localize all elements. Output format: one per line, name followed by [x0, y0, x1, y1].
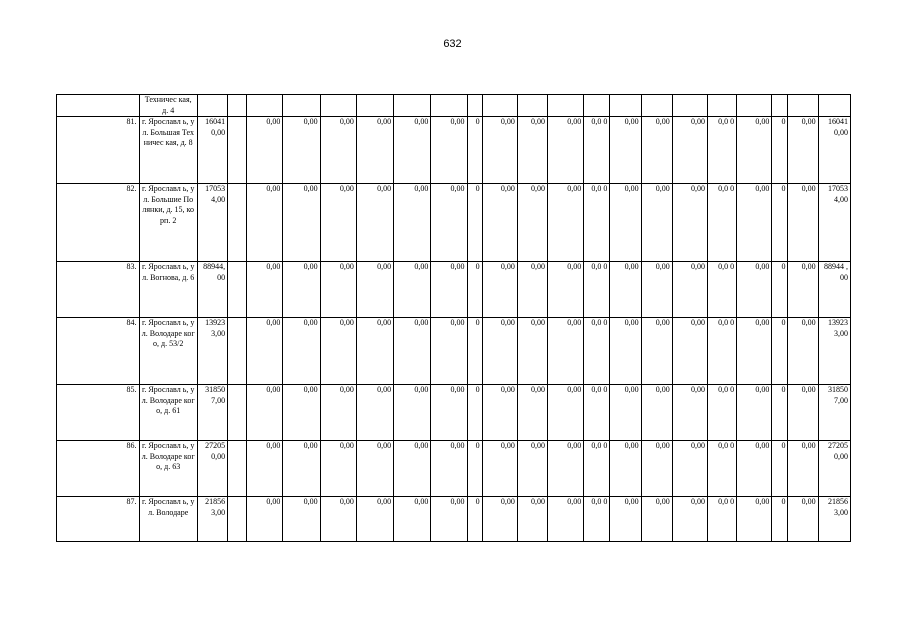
cell-value: 0,00: [431, 262, 467, 318]
cell-value: 0,00: [431, 184, 467, 262]
cell-value: 0,00: [548, 184, 584, 262]
cell-address: г. Ярославл ь, ул. Володаре кого, д. 53/2: [139, 318, 197, 385]
cell-value: 0,00: [548, 262, 584, 318]
cell-num: 85.: [57, 385, 140, 441]
cell-value: 0,00: [737, 441, 772, 497]
cell-value: 0,00: [394, 441, 431, 497]
cell-end-total: 31850 7,00: [818, 385, 850, 441]
cell-value: 0: [467, 318, 482, 385]
cell-num: 84.: [57, 318, 140, 385]
cell-value: 0,00: [517, 318, 547, 385]
cell-address: г. Ярославл ь, ул. Вогнова, д. 6: [139, 262, 197, 318]
cell-value: 0,00: [737, 385, 772, 441]
cell-value: 0,00: [548, 385, 584, 441]
cell-total: 31850 7,00: [197, 385, 227, 441]
cell-value: 0,00: [737, 117, 772, 184]
cell-value: 0,00: [320, 441, 356, 497]
cell-value: 0,0 0: [708, 441, 737, 497]
cell-value: 0: [467, 441, 482, 497]
cell-value: 0,00: [356, 385, 393, 441]
cell-value: 0,00: [247, 385, 283, 441]
table-row: [57, 497, 851, 542]
cell-end-total: 88944 ,00: [818, 262, 850, 318]
cell-value: 0,0 0: [584, 441, 610, 497]
cell-value: [228, 441, 247, 497]
table-row: [57, 441, 851, 497]
cell-value: 0,0 0: [584, 262, 610, 318]
cell-num: 81.: [57, 117, 140, 184]
cell-end-total: 27205 0,00: [818, 441, 850, 497]
cell-address: Техничес кая, д. 4: [139, 95, 197, 117]
cell-end-total: 17053 4,00: [818, 184, 850, 262]
cell-end-total: 21856 3,00: [818, 497, 850, 542]
cell-address: г. Ярославл ь, ул. Володаре: [139, 497, 197, 542]
cell-value: 0: [772, 262, 788, 318]
cell-value: 0,00: [320, 385, 356, 441]
cell-value: 0,00: [247, 318, 283, 385]
cell-num: 87.: [57, 497, 140, 542]
cell-value: 0,00: [517, 117, 547, 184]
cell-value: 0,00: [548, 318, 584, 385]
cell-value: 0,00: [482, 385, 517, 441]
cell-value: 0: [772, 441, 788, 497]
cell-value: 0,00: [356, 318, 393, 385]
cell-value: 0,00: [394, 117, 431, 184]
cell-value: 0,00: [788, 441, 818, 497]
cell-value: 0,00: [356, 117, 393, 184]
cell-value: 0,00: [672, 184, 707, 262]
cell-value: [228, 318, 247, 385]
cell-value: 0,00: [641, 262, 672, 318]
cell-value: 0,00: [247, 441, 283, 497]
cell-value: 0,00: [283, 184, 320, 262]
cell-value: 0,00: [247, 117, 283, 184]
cell-value: 0,0 0: [584, 318, 610, 385]
cell-value: 0,00: [672, 385, 707, 441]
cell-value: 0,00: [737, 497, 772, 542]
cell-value: [228, 497, 247, 542]
cell-value: 0,00: [672, 441, 707, 497]
cell-value: 0,00: [247, 184, 283, 262]
cell-address: г. Ярославл ь, ул. Володаре кого, д. 61: [139, 385, 197, 441]
cell-value: 0,00: [517, 441, 547, 497]
cell-total: 88944, 00: [197, 262, 227, 318]
cell-value: 0,00: [356, 441, 393, 497]
cell-num: 86.: [57, 441, 140, 497]
cell-value: 0,00: [482, 262, 517, 318]
cell-value: 0,00: [517, 262, 547, 318]
cell-value: 0,00: [320, 318, 356, 385]
cell-value: 0,00: [737, 262, 772, 318]
cell-value: 0,0 0: [584, 184, 610, 262]
cell-value: [228, 117, 247, 184]
cell-value: 0,00: [788, 184, 818, 262]
cell-value: 0,00: [737, 318, 772, 385]
cell-value: 0: [772, 318, 788, 385]
cell-value: [228, 184, 247, 262]
cell-value: 0,00: [247, 262, 283, 318]
table-row: [57, 184, 851, 262]
cell-value: 0,00: [431, 497, 467, 542]
cell-value: 0,00: [247, 497, 283, 542]
cell-value: 0: [467, 385, 482, 441]
cell-value: 0,00: [641, 441, 672, 497]
cell-value: 0,00: [482, 117, 517, 184]
cell-value: 0,00: [788, 262, 818, 318]
cell-value: 0,00: [320, 262, 356, 318]
cell-value: 0,00: [548, 117, 584, 184]
cell-value: 0,00: [431, 318, 467, 385]
cell-value: 0,00: [482, 184, 517, 262]
cell-num: 83.: [57, 262, 140, 318]
cell-value: 0,0 0: [584, 117, 610, 184]
cell-value: 0: [467, 184, 482, 262]
cell-value: 0,00: [283, 262, 320, 318]
cell-total: 21856 3,00: [197, 497, 227, 542]
cell-value: 0,00: [431, 385, 467, 441]
cell-value: 0,00: [641, 117, 672, 184]
cell-value: 0,00: [788, 318, 818, 385]
cell-value: 0,0 0: [708, 318, 737, 385]
cell-value: 0,00: [641, 497, 672, 542]
cell-value: 0,00: [356, 184, 393, 262]
cell-value: 0,00: [610, 441, 641, 497]
cell-value: 0,00: [641, 385, 672, 441]
cell-value: 0,00: [788, 497, 818, 542]
cell-value: 0,00: [394, 262, 431, 318]
cell-value: 0,00: [517, 497, 547, 542]
cell-value: 0,00: [610, 497, 641, 542]
cell-end-total: 13923 3,00: [818, 318, 850, 385]
cell-num: [57, 95, 140, 117]
cell-value: 0,00: [548, 497, 584, 542]
cell-value: 0,00: [283, 117, 320, 184]
cell-num: 82.: [57, 184, 140, 262]
register-table: [56, 94, 851, 542]
cell-value: 0: [467, 497, 482, 542]
cell-total: 27205 0,00: [197, 441, 227, 497]
cell-value: 0,00: [517, 184, 547, 262]
cell-value: 0,00: [431, 441, 467, 497]
cell-value: 0,00: [283, 441, 320, 497]
cell-value: 0: [772, 117, 788, 184]
table-row: [57, 117, 851, 184]
cell-value: 0,00: [672, 117, 707, 184]
cell-value: [228, 262, 247, 318]
cell-value: 0,00: [737, 184, 772, 262]
cell-total: 17053 4,00: [197, 184, 227, 262]
cell-value: 0,0 0: [584, 385, 610, 441]
cell-value: 0,00: [482, 318, 517, 385]
cell-value: 0: [467, 262, 482, 318]
cell-total: 16041 0,00: [197, 117, 227, 184]
cell-value: 0,0 0: [584, 497, 610, 542]
cell-value: 0: [467, 117, 482, 184]
cell-value: 0,00: [482, 497, 517, 542]
cell-value: 0,00: [431, 117, 467, 184]
cell-value: 0,00: [610, 385, 641, 441]
cell-value: 0,00: [788, 117, 818, 184]
cell-value: 0,00: [283, 385, 320, 441]
cell-value: 0,00: [356, 262, 393, 318]
cell-value: 0,00: [672, 262, 707, 318]
cell-value: 0,00: [320, 184, 356, 262]
cell-value: 0,00: [610, 318, 641, 385]
cell-value: 0: [772, 385, 788, 441]
cell-value: 0,00: [610, 184, 641, 262]
cell-value: [228, 385, 247, 441]
cell-value: 0,0 0: [708, 184, 737, 262]
table-row: [57, 385, 851, 441]
cell-value: 0,0 0: [708, 262, 737, 318]
cell-total: 13923 3,00: [197, 318, 227, 385]
cell-value: 0,00: [283, 497, 320, 542]
cell-value: 0,00: [394, 385, 431, 441]
cell-value: 0,00: [394, 318, 431, 385]
cell-value: 0,00: [788, 385, 818, 441]
cell-value: 0,00: [548, 441, 584, 497]
table-row: [57, 318, 851, 385]
cell-value: 0,00: [394, 184, 431, 262]
cell-value: 0,00: [394, 497, 431, 542]
table-row: [57, 262, 851, 318]
cell-value: 0,00: [320, 497, 356, 542]
table-row-continuation: [57, 95, 851, 117]
cell-address: г. Ярославл ь, ул. Большие Полянки, д. 15, корп. 2: [139, 184, 197, 262]
cell-value: 0,00: [482, 441, 517, 497]
cell-value: 0,00: [320, 117, 356, 184]
cell-address: г. Ярославл ь, ул. Володаре кого, д. 63: [139, 441, 197, 497]
cell-value: 0,00: [610, 117, 641, 184]
cell-end-total: 16041 0,00: [818, 117, 850, 184]
page-number: 632: [443, 38, 462, 50]
cell-value: 0,00: [641, 318, 672, 385]
cell-value: 0,00: [672, 497, 707, 542]
cell-value: 0,0 0: [708, 117, 737, 184]
cell-value: 0,00: [641, 184, 672, 262]
cell-value: 0,00: [517, 385, 547, 441]
cell-value: 0: [772, 184, 788, 262]
cell-value: 0,00: [672, 318, 707, 385]
cell-value: 0,0 0: [708, 385, 737, 441]
cell-value: 0,00: [283, 318, 320, 385]
cell-value: 0,0 0: [708, 497, 737, 542]
cell-address: г. Ярославл ь, ул. Большая Техничес кая, д. 8: [139, 117, 197, 184]
cell-value: 0: [772, 497, 788, 542]
cell-value: 0,00: [610, 262, 641, 318]
cell-value: 0,00: [356, 497, 393, 542]
